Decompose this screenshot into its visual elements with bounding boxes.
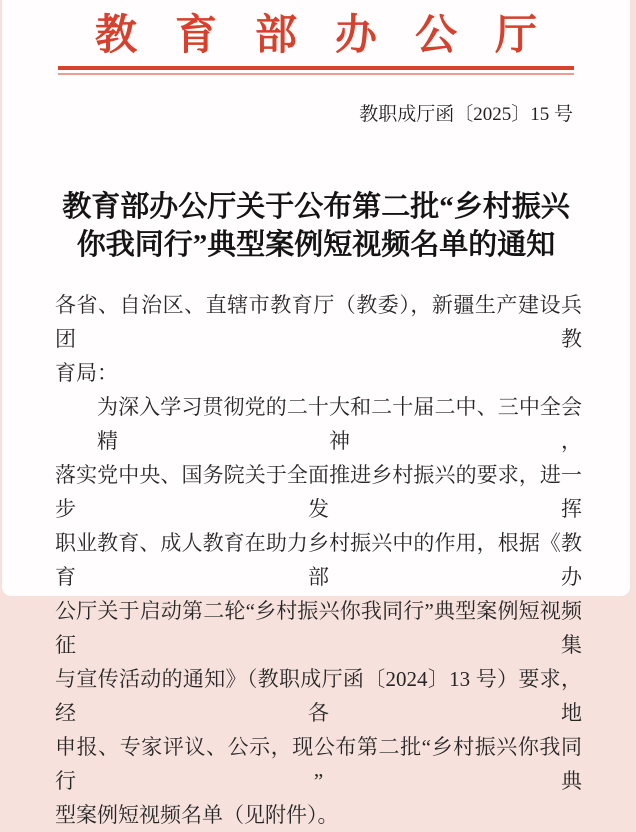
rule-thin-line (58, 73, 574, 75)
rule-thick-line (58, 66, 574, 70)
body-line: 公厅关于启动第二轮“乡村振兴你我同行”典型案例短视频征集 (55, 599, 582, 657)
body-line: 申报、专家评议、公示，现公布第二批“乡村振兴你我同行”典 (55, 735, 582, 793)
document-body (55, 288, 582, 832)
letterhead-double-rule (2, 66, 630, 75)
body-line: 型案例短视频名单（见附件）。 (55, 803, 339, 827)
body-line: 落实党中央、国务院关于全面推进乡村振兴的要求，进一步发挥 (55, 463, 582, 521)
body-line: 为深入学习贯彻党的二十大和二十届二中、三中全会精神， (97, 395, 582, 453)
body-line: 育局： (55, 361, 118, 385)
document-number: 教职成厅函〔2025〕15 号 (359, 104, 573, 125)
document-page (2, 0, 630, 827)
document-title-line-2: 你我同行”典型案例短视频名单的通知 (76, 229, 556, 261)
document-title-line-1: 教育部办公厅关于公布第二批“乡村振兴 (62, 191, 570, 223)
letterhead-agency-title: 教育部办公厅 (94, 13, 575, 59)
document-title (2, 188, 630, 264)
body-line: 各省、自治区、直辖市教育厅（教委），新疆生产建设兵团教 (55, 293, 582, 351)
body-line: 与宣传活动的通知》（教职成厅函〔2024〕13 号）要求，经各地 (55, 667, 582, 725)
body-line: 职业教育、成人教育在助力乡村振兴中的作用，根据《教育部办 (55, 531, 582, 589)
